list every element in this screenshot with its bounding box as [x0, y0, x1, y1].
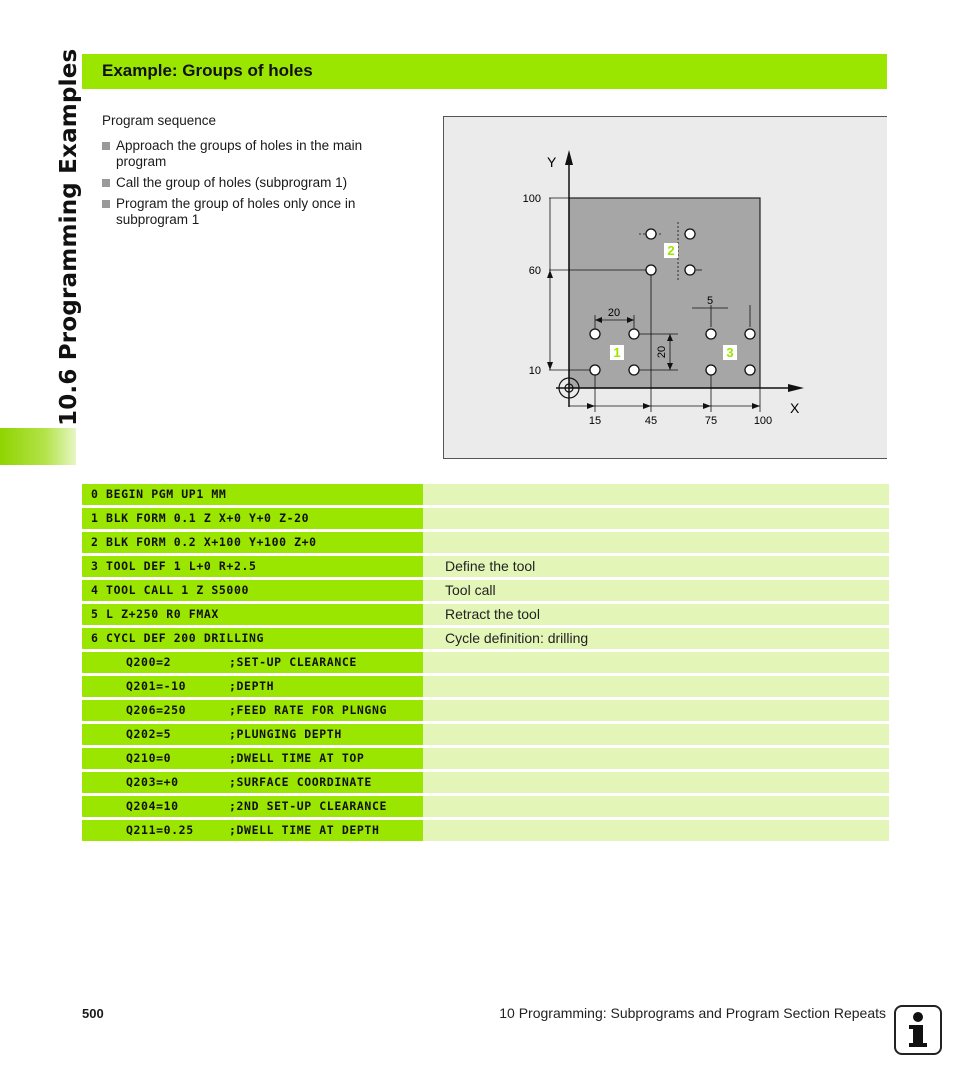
bullet-square-icon [102, 200, 110, 208]
program-code: 0 BEGIN PGM UP1 MM [82, 484, 423, 505]
group-label-2: 2 [667, 243, 675, 258]
param-value: Q204=10 [126, 799, 179, 813]
param-value: Q206=250 [126, 703, 187, 717]
y-tick-label: 60 [528, 265, 541, 277]
program-description [423, 652, 889, 673]
program-row [82, 628, 889, 649]
y-tick-label: 100 [522, 193, 541, 205]
bullet-square-icon [102, 142, 110, 150]
program-description [423, 676, 889, 697]
x-tick-label: 75 [704, 415, 718, 427]
info-icon[interactable] [894, 1005, 942, 1055]
program-description [423, 532, 889, 553]
program-row [82, 532, 889, 553]
program-code: 5 L Z+250 R0 FMAX [82, 604, 423, 625]
dim-20-horizontal: 20 [607, 307, 621, 319]
chapter-tab-marker [0, 428, 76, 465]
x-tick-label: 15 [588, 415, 602, 427]
cycle-param-code [82, 652, 423, 673]
page-number: 500 [82, 1006, 104, 1021]
cycle-param-code [82, 724, 423, 745]
y-axis-label: Y [547, 154, 557, 170]
program-description [423, 820, 889, 841]
param-comment: ;DWELL TIME AT TOP [229, 751, 365, 765]
bullet-item [102, 196, 402, 228]
program-description [423, 508, 889, 529]
chapter-title-text: 10.6 Programming Examples [56, 48, 82, 426]
cycle-param-row [82, 652, 889, 673]
footer-chapter-text: 10 Programming: Subprograms and Program Section Repeats [499, 1005, 886, 1021]
param-comment: ;DEPTH [229, 679, 275, 693]
x-axis-arrow-icon [788, 384, 804, 392]
program-code: 6 CYCL DEF 200 DRILLING [82, 628, 423, 649]
cycle-param-row [82, 724, 889, 745]
cycle-param-row [82, 796, 889, 817]
hole-groups-drawing [443, 116, 887, 459]
y-axis-arrow-icon [565, 150, 573, 165]
nc-program-table [82, 484, 889, 844]
cycle-param-code [82, 748, 423, 769]
program-row [82, 604, 889, 625]
cycle-param-code [82, 820, 423, 841]
program-row [82, 484, 889, 505]
param-value: Q210=0 [126, 751, 172, 765]
program-row [82, 580, 889, 601]
bullet-item [102, 175, 402, 191]
cycle-param-code [82, 676, 423, 697]
section-title: Example: Groups of holes [102, 61, 313, 80]
chapter-side-title [0, 0, 82, 470]
intro-block [102, 113, 402, 233]
program-description [423, 796, 889, 817]
x-tick-label: 45 [644, 415, 658, 427]
drawing-svg [444, 117, 887, 458]
y-tick-label: 10 [528, 365, 541, 377]
cycle-param-code [82, 796, 423, 817]
program-code: 2 BLK FORM 0.2 X+100 Y+100 Z+0 [82, 532, 423, 553]
param-value: Q202=5 [126, 727, 172, 741]
program-code: 4 TOOL CALL 1 Z S5000 [82, 580, 423, 601]
param-comment: ;2ND SET-UP CLEARANCE [229, 799, 387, 813]
bullet-text: Program the group of holes only once in subprogram 1 [116, 196, 356, 227]
param-comment: ;DWELL TIME AT DEPTH [229, 823, 380, 837]
group-label-3: 3 [726, 345, 734, 360]
param-value: Q203=+0 [126, 775, 179, 789]
program-description [423, 772, 889, 793]
cycle-param-row [82, 820, 889, 841]
section-header [82, 54, 887, 89]
cycle-param-row [82, 772, 889, 793]
bullet-text: Approach the groups of holes in the main program [116, 138, 363, 169]
cycle-param-row [82, 700, 889, 721]
program-description [423, 724, 889, 745]
param-value: Q211=0.25 [126, 823, 194, 837]
program-description [423, 748, 889, 769]
program-description: Tool call [423, 580, 889, 601]
x-tick-label: 100 [753, 415, 773, 427]
program-description: Define the tool [423, 556, 889, 577]
dim-5: 5 [706, 295, 714, 307]
program-code: 1 BLK FORM 0.1 Z X+0 Y+0 Z-20 [82, 508, 423, 529]
dim-20-vertical: 20 [656, 345, 668, 359]
program-row [82, 508, 889, 529]
x-axis-label: X [790, 400, 800, 416]
program-description [423, 484, 889, 505]
cycle-param-code [82, 772, 423, 793]
program-description: Retract the tool [423, 604, 889, 625]
program-description [423, 700, 889, 721]
bullet-text: Call the group of holes (subprogram 1) [116, 175, 348, 190]
cycle-param-row [82, 676, 889, 697]
param-comment: ;FEED RATE FOR PLNGNG [229, 703, 387, 717]
intro-lead: Program sequence [102, 113, 217, 128]
group-label-1: 1 [613, 345, 621, 360]
cycle-param-row [82, 748, 889, 769]
bullet-square-icon [102, 179, 110, 187]
param-value: Q200=2 [126, 655, 172, 669]
param-comment: ;SET-UP CLEARANCE [229, 655, 357, 669]
program-row [82, 556, 889, 577]
cycle-param-code [82, 700, 423, 721]
program-description: Cycle definition: drilling [423, 628, 889, 649]
param-comment: ;SURFACE COORDINATE [229, 775, 372, 789]
param-value: Q201=-10 [126, 679, 187, 693]
intro-bullet-list [102, 138, 402, 228]
bullet-item [102, 138, 402, 170]
param-comment: ;PLUNGING DEPTH [229, 727, 342, 741]
program-code: 3 TOOL DEF 1 L+0 R+2.5 [82, 556, 423, 577]
